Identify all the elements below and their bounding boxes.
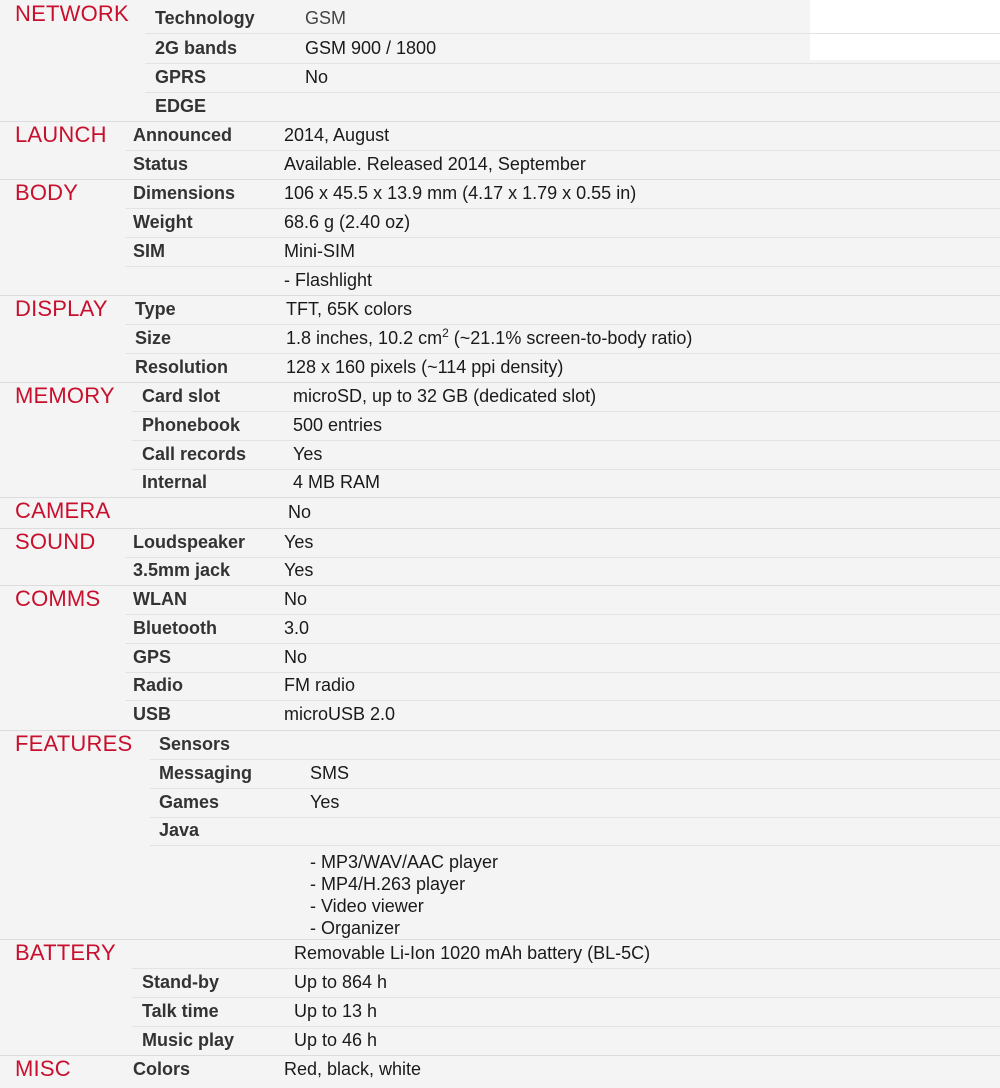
spec-row bbox=[150, 759, 1000, 789]
spec-row bbox=[132, 382, 1000, 412]
spec-label: Games bbox=[159, 792, 220, 812]
spec-value: Mini-SIM bbox=[284, 241, 355, 261]
section-memory bbox=[0, 382, 1000, 498]
list-item: - Video viewer bbox=[310, 896, 424, 916]
spec-label: Weight bbox=[133, 212, 193, 232]
spec-label: Card slot bbox=[142, 386, 221, 406]
spec-row bbox=[145, 92, 1000, 121]
category-title: LAUNCH bbox=[15, 122, 107, 147]
spec-value: GSM bbox=[305, 8, 347, 28]
spec-row bbox=[150, 816, 1000, 846]
list-item: - MP4/H.263 player bbox=[310, 874, 466, 894]
spec-value: Red, black, white bbox=[284, 1059, 422, 1079]
spec-row bbox=[150, 730, 1000, 760]
list-item: - Organizer bbox=[310, 918, 401, 938]
spec-row bbox=[125, 179, 1000, 209]
spec-value: Yes bbox=[310, 792, 340, 812]
extras-list bbox=[310, 845, 498, 939]
spec-label: Technology bbox=[155, 8, 255, 28]
spec-row bbox=[145, 34, 1000, 64]
spec-value: No bbox=[305, 67, 329, 87]
category-title: SOUND bbox=[15, 529, 96, 554]
spec-row bbox=[150, 788, 1000, 818]
superscript: 2 bbox=[442, 326, 449, 340]
value-text: 1.8 inches, 10.2 cm bbox=[286, 328, 443, 348]
category-title: DISPLAY bbox=[15, 296, 108, 321]
spec-label: WLAN bbox=[133, 589, 187, 609]
spec-label: SIM bbox=[133, 241, 166, 261]
category-title: BODY bbox=[15, 180, 79, 205]
spec-value: - Flashlight bbox=[284, 270, 373, 290]
spec-row bbox=[125, 700, 1000, 729]
spec-row bbox=[145, 4, 1000, 34]
value-text: (~21.1% screen-to-body ratio) bbox=[448, 328, 693, 348]
spec-value: No bbox=[284, 589, 308, 609]
section-display bbox=[0, 295, 1000, 383]
spec-value: Up to 864 h bbox=[294, 972, 388, 992]
spec-row bbox=[125, 353, 1000, 382]
spec-value: 3.0 bbox=[284, 618, 310, 638]
section-sound bbox=[0, 528, 1000, 586]
section-camera bbox=[0, 497, 1000, 529]
spec-label: Resolution bbox=[135, 357, 228, 377]
spec-value: Yes bbox=[284, 560, 314, 580]
spec-row bbox=[132, 968, 1000, 998]
spec-row bbox=[132, 468, 1000, 497]
spec-row bbox=[125, 643, 1000, 673]
spec-label: Dimensions bbox=[133, 183, 236, 203]
spec-label: Phonebook bbox=[142, 415, 240, 435]
spec-label: Music play bbox=[142, 1030, 235, 1050]
spec-row bbox=[125, 556, 1000, 585]
category-title: MISC bbox=[15, 1056, 71, 1081]
spec-row bbox=[132, 1026, 1000, 1055]
spec-value: SMS bbox=[310, 763, 350, 783]
spec-row bbox=[125, 671, 1000, 701]
spec-label: GPRS bbox=[155, 67, 207, 87]
spec-value: microSD, up to 32 GB (dedicated slot) bbox=[293, 386, 597, 406]
spec-row bbox=[132, 440, 1000, 470]
category-title: BATTERY bbox=[15, 940, 116, 965]
category-title: NETWORK bbox=[15, 1, 129, 26]
spec-value: Yes bbox=[293, 444, 323, 464]
spec-label: Announced bbox=[133, 125, 232, 145]
section-launch bbox=[0, 121, 1000, 180]
spec-label: Sensors bbox=[159, 734, 231, 754]
spec-row bbox=[125, 295, 1000, 325]
spec-value: microUSB 2.0 bbox=[284, 704, 396, 724]
spec-label: GPS bbox=[133, 647, 172, 667]
spec-row bbox=[125, 324, 1000, 354]
spec-value: Up to 46 h bbox=[294, 1030, 378, 1050]
spec-value: Yes bbox=[284, 532, 314, 552]
spec-label: 2G bands bbox=[155, 38, 238, 58]
spec-value bbox=[286, 324, 692, 353]
spec-value: 500 entries bbox=[293, 415, 383, 435]
section-features bbox=[0, 730, 1000, 940]
spec-row-extras bbox=[150, 845, 1000, 939]
spec-row bbox=[125, 237, 1000, 267]
spec-label: Radio bbox=[133, 675, 184, 695]
section-body bbox=[0, 179, 1000, 296]
spec-row bbox=[132, 997, 1000, 1027]
category-title: FEATURES bbox=[15, 731, 133, 756]
spec-value: GSM 900 / 1800 bbox=[305, 38, 437, 58]
spec-row bbox=[125, 585, 1000, 615]
spec-value: 4 MB RAM bbox=[293, 472, 381, 492]
spec-value: 2014, August bbox=[284, 125, 390, 145]
spec-label: Internal bbox=[142, 472, 208, 492]
spec-row bbox=[125, 208, 1000, 238]
spec-row bbox=[125, 266, 1000, 295]
spec-label: Status bbox=[133, 154, 189, 174]
list-item: - MP3/WAV/AAC player bbox=[310, 852, 499, 872]
category-title: CAMERA bbox=[15, 498, 111, 523]
spec-label: Colors bbox=[133, 1059, 191, 1079]
spec-value: FM radio bbox=[284, 675, 356, 695]
spec-label: USB bbox=[133, 704, 172, 724]
spec-row bbox=[145, 63, 1000, 93]
section-network bbox=[0, 0, 1000, 122]
spec-value: 128 x 160 pixels (~114 ppi density) bbox=[286, 357, 564, 377]
spec-label: 3.5mm jack bbox=[133, 560, 231, 580]
spec-row bbox=[125, 121, 1000, 151]
spec-row bbox=[125, 150, 1000, 179]
spec-row bbox=[132, 411, 1000, 441]
spec-value: 68.6 g (2.40 oz) bbox=[284, 212, 411, 232]
spec-label: Bluetooth bbox=[133, 618, 217, 638]
section-comms bbox=[0, 585, 1000, 731]
spec-value: 106 x 45.5 x 13.9 mm (4.17 x 1.79 x 0.55 in) bbox=[284, 183, 637, 203]
spec-label: Size bbox=[135, 328, 172, 348]
spec-value: Removable Li-Ion 1020 mAh battery (BL-5C) bbox=[294, 943, 651, 963]
spec-row bbox=[125, 528, 1000, 558]
spec-label: EDGE bbox=[155, 96, 207, 116]
spec-value: Up to 13 h bbox=[294, 1001, 378, 1021]
spec-label: Stand-by bbox=[142, 972, 220, 992]
category-title: MEMORY bbox=[15, 383, 115, 408]
spec-value: Available. Released 2014, September bbox=[284, 154, 586, 174]
spec-value: No bbox=[284, 647, 308, 667]
spec-label: Loudspeaker bbox=[133, 532, 246, 552]
spec-row bbox=[125, 1055, 1000, 1084]
spec-row bbox=[132, 939, 1000, 969]
spec-label: Messaging bbox=[159, 763, 253, 783]
category-title: COMMS bbox=[15, 586, 101, 611]
section-misc bbox=[0, 1055, 1000, 1088]
spec-label: Type bbox=[135, 299, 176, 319]
spec-label: Call records bbox=[142, 444, 247, 464]
spec-row bbox=[125, 614, 1000, 644]
section-battery bbox=[0, 939, 1000, 1056]
spec-label: Java bbox=[159, 820, 200, 840]
spec-row bbox=[132, 498, 1000, 527]
spec-value: TFT, 65K colors bbox=[286, 299, 413, 319]
spec-label: Talk time bbox=[142, 1001, 219, 1021]
spec-value: No bbox=[288, 502, 312, 522]
